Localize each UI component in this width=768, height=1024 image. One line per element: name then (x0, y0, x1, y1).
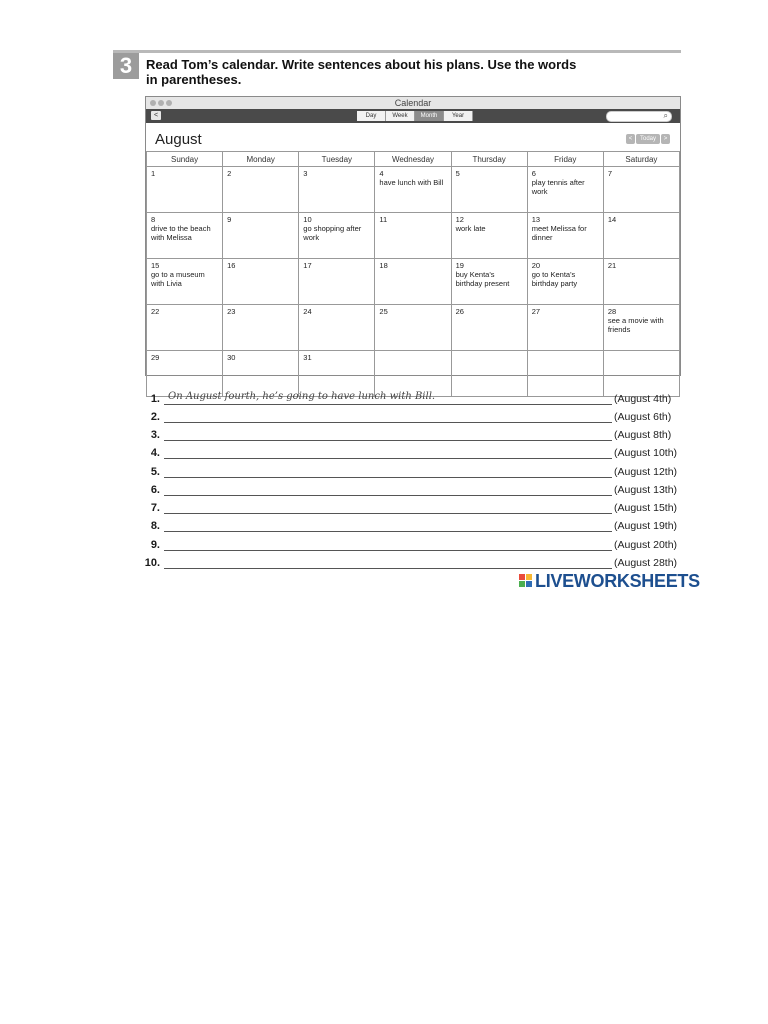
calendar-day-cell[interactable] (223, 305, 299, 351)
calendar-day-cell[interactable] (603, 213, 679, 259)
month-title: August (155, 131, 202, 148)
calendar-day-cell[interactable] (527, 213, 603, 259)
day-number: 14 (607, 215, 617, 224)
day-number: 13 (531, 215, 541, 224)
day-number: 4 (379, 169, 384, 178)
weekday-header: Sunday (147, 152, 223, 167)
answer-line[interactable] (164, 513, 612, 514)
calendar-week-row (147, 259, 680, 305)
day-number: 24 (303, 307, 312, 316)
day-number: 17 (303, 261, 312, 270)
day-number: 1 (151, 169, 156, 178)
day-number: 6 (531, 169, 536, 178)
view-tab-month[interactable]: Month (415, 111, 444, 121)
day-number: 28 (607, 307, 617, 316)
date-hint: (August 12th) (614, 466, 678, 478)
date-hint: (August 19th) (614, 520, 678, 532)
calendar-day-cell[interactable] (147, 167, 223, 213)
day-number: 16 (227, 261, 236, 270)
answer-line[interactable] (164, 550, 612, 551)
calendar-day-cell[interactable] (451, 351, 527, 397)
exercise-header-bar (113, 50, 681, 53)
weekday-header: Tuesday (299, 152, 375, 167)
answer-line[interactable] (164, 531, 612, 532)
view-tab-week[interactable]: Week (386, 111, 415, 121)
question-number: 7. (150, 502, 160, 514)
day-number: 18 (379, 261, 388, 270)
weekday-header: Monday (223, 152, 299, 167)
question-row (140, 429, 685, 445)
calendar-day-cell[interactable] (375, 167, 451, 213)
day-event: have lunch with Bill (379, 178, 444, 187)
question-row (140, 393, 685, 409)
date-hint: (August 15th) (614, 502, 678, 514)
answer-text: On August fourth, he’s going to have lunch with Bill. (168, 391, 436, 402)
calendar-day-cell[interactable] (147, 259, 223, 305)
date-hint: (August 6th) (614, 411, 672, 423)
calendar-day-cell[interactable] (223, 213, 299, 259)
question-number: 5. (150, 466, 160, 478)
answer-line[interactable] (164, 477, 612, 478)
exercise-instruction (146, 57, 616, 87)
date-hint: (August 10th) (614, 447, 678, 459)
day-event: buy Kenta's birthday present (455, 270, 510, 288)
calendar-day-cell[interactable] (147, 305, 223, 351)
day-number: 2 (227, 169, 232, 178)
weekday-header: Friday (527, 152, 603, 167)
calendar-day-cell[interactable] (375, 305, 451, 351)
day-event: work late (455, 224, 486, 233)
calendar-day-cell[interactable] (147, 351, 223, 397)
day-event: meet Melissa for dinner (531, 224, 587, 242)
calendar-day-cell[interactable] (603, 167, 679, 213)
calendar-day-cell[interactable] (299, 259, 375, 305)
exercise-number: 3 (113, 53, 139, 79)
instruction-line-2: in parentheses. (146, 72, 242, 87)
month-nav (626, 134, 670, 144)
calendar-week-row (147, 213, 680, 259)
prev-month-button[interactable]: < (626, 134, 635, 144)
search-icon: ⌕ (663, 111, 668, 120)
day-number: 31 (303, 353, 312, 362)
day-number: 26 (455, 307, 464, 316)
day-number: 15 (151, 261, 160, 270)
day-number: 5 (455, 169, 460, 178)
question-number: 2. (150, 411, 160, 423)
weekday-header: Thursday (451, 152, 527, 167)
next-month-button[interactable]: > (661, 134, 670, 144)
logo-block (526, 581, 532, 587)
day-number: 27 (531, 307, 541, 316)
answer-line[interactable] (164, 568, 612, 569)
date-hint: (August 28th) (614, 557, 678, 569)
calendar-day-cell[interactable] (527, 259, 603, 305)
calendar-day-cell[interactable] (223, 351, 299, 397)
day-number: 7 (607, 169, 613, 178)
view-tab-day[interactable]: Day (357, 111, 386, 121)
day-event: go shopping after work (303, 224, 362, 242)
calendar-week-row (147, 305, 680, 351)
day-event: go to a museum with Livia (151, 270, 205, 288)
answer-line[interactable] (164, 495, 612, 496)
date-hint: (August 13th) (614, 484, 678, 496)
day-number: 29 (151, 353, 160, 362)
calendar-day-cell[interactable] (223, 167, 299, 213)
day-event: go to Kenta's birthday party (531, 270, 578, 288)
date-hint: (August 20th) (614, 539, 678, 551)
logo-block (526, 574, 532, 580)
logo-blocks-icon (519, 574, 533, 588)
calendar-day-cell[interactable] (527, 305, 603, 351)
calendar-toolbar (146, 109, 680, 123)
question-row (140, 502, 685, 518)
question-number: 10. (144, 557, 160, 569)
calendar-day-cell[interactable] (375, 213, 451, 259)
day-number: 23 (227, 307, 236, 316)
calendar-day-cell[interactable] (375, 351, 451, 397)
view-tab-year[interactable]: Year (444, 111, 473, 121)
day-number: 30 (227, 353, 236, 362)
question-number: 1. (150, 393, 160, 405)
weekday-header: Saturday (603, 152, 679, 167)
question-number: 6. (150, 484, 160, 496)
calendar-week-row (147, 351, 680, 397)
calendar-day-cell[interactable] (451, 259, 527, 305)
weekday-header-row (147, 152, 680, 167)
date-hint: (August 4th) (614, 393, 672, 405)
calendar-day-cell[interactable] (299, 213, 375, 259)
question-row (140, 484, 685, 500)
calendar-day-cell[interactable] (451, 167, 527, 213)
answer-line[interactable] (164, 404, 612, 405)
day-number: 3 (303, 169, 308, 178)
weekday-header: Wednesday (375, 152, 451, 167)
answer-line[interactable] (164, 440, 612, 441)
question-number: 3. (150, 429, 160, 441)
calendar-window (145, 96, 681, 376)
question-number: 8. (150, 520, 160, 532)
day-event: see a movie with friends (607, 316, 664, 334)
question-row (140, 539, 685, 555)
calendar-day-cell[interactable] (223, 259, 299, 305)
day-number: 20 (531, 261, 541, 270)
calendar-day-cell[interactable] (299, 351, 375, 397)
day-number: 11 (379, 215, 388, 224)
day-number: 21 (607, 261, 617, 270)
day-number: 22 (151, 307, 160, 316)
view-switcher (357, 111, 473, 121)
calendar-day-cell[interactable] (147, 213, 223, 259)
calendar-day-cell[interactable] (527, 167, 603, 213)
answer-line[interactable] (164, 458, 612, 459)
day-number: 9 (227, 215, 232, 224)
calendar-day-cell[interactable] (299, 305, 375, 351)
day-number: 19 (455, 261, 464, 270)
calendar-day-cell[interactable] (451, 213, 527, 259)
calendar-day-cell[interactable] (451, 305, 527, 351)
today-button[interactable]: Today (636, 134, 660, 144)
logo-block (519, 581, 525, 587)
question-row (140, 411, 685, 427)
search-input[interactable] (606, 111, 672, 122)
calendar-day-cell[interactable] (603, 351, 679, 397)
question-row (140, 520, 685, 536)
day-event: drive to the beach with Melissa (151, 224, 211, 242)
calendar-day-cell[interactable] (527, 351, 603, 397)
logo-block (519, 574, 525, 580)
day-number: 12 (455, 215, 464, 224)
day-number: 10 (303, 215, 312, 224)
calendar-day-cell[interactable] (299, 167, 375, 213)
calendar-week-row (147, 167, 680, 213)
answer-line[interactable] (164, 422, 612, 423)
calendar-day-cell[interactable] (603, 259, 679, 305)
calendar-day-cell[interactable] (603, 305, 679, 351)
logo-text: LIVEWORKSHEETS (535, 571, 700, 591)
calendar-grid (146, 151, 680, 397)
question-row (140, 466, 685, 482)
date-hint: (August 8th) (614, 429, 672, 441)
question-number: 4. (150, 447, 160, 459)
day-number: 8 (151, 215, 156, 224)
question-row (140, 447, 685, 463)
calendar-day-cell[interactable] (375, 259, 451, 305)
back-button[interactable]: < (151, 111, 161, 120)
day-event: play tennis after work (531, 178, 585, 196)
day-number: 25 (379, 307, 388, 316)
instruction-line-1: Read Tom’s calendar. Write sentences about his plans. Use the words (146, 57, 577, 72)
calendar-window-title: Calendar (394, 98, 432, 108)
question-number: 9. (150, 539, 160, 551)
